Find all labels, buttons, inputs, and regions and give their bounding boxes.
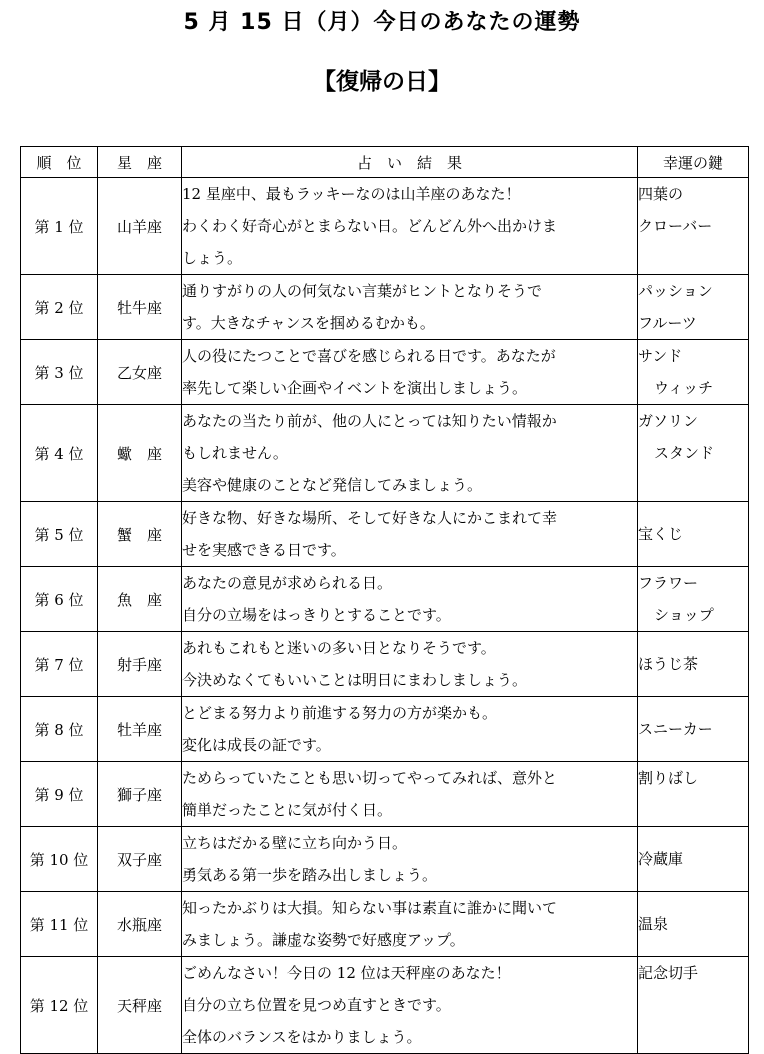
header-rank: 順 位 bbox=[21, 147, 98, 178]
result-line: 自分の立場をはっきりとすることです。 bbox=[182, 606, 451, 624]
result-line: 勇気ある第一歩を踏み出しましょう。 bbox=[182, 866, 438, 884]
result-line: 人の役にたつことで喜びを感じられる日です。あなたが bbox=[182, 347, 556, 365]
sign-cell: 乙女座 bbox=[98, 340, 182, 405]
table-row bbox=[21, 762, 749, 827]
rank-cell: 第 6 位 bbox=[21, 567, 98, 632]
result-line: 12 星座中、最もラッキーなのは山羊座のあなた！ bbox=[182, 185, 521, 203]
lucky-key-line: 冷蔵庫 bbox=[638, 850, 684, 868]
table-row bbox=[21, 567, 749, 632]
lucky-key-cell bbox=[638, 957, 749, 1054]
lucky-key-line: 四葉の bbox=[638, 185, 684, 203]
result-line: 通りすがりの人の何気ない言葉がヒントとなりそうで bbox=[182, 282, 543, 300]
result-line: 今決めなくてもいいことは明日にまわしましょう。 bbox=[182, 671, 528, 689]
lucky-key-line: 割りばし bbox=[638, 769, 699, 787]
result-line: す。大きなチャンスを掴めるむかも。 bbox=[182, 314, 435, 332]
rank-cell: 第 8 位 bbox=[21, 697, 98, 762]
result-line: 知ったかぶりは大損。知らない事は素直に誰かに聞いて bbox=[182, 899, 558, 917]
result-line: あなたの当たり前が、他の人にとっては知りたい情報か bbox=[182, 412, 557, 430]
table-row bbox=[21, 892, 749, 957]
sign-cell: 蟹 座 bbox=[98, 502, 182, 567]
result-line: 率先して楽しい企画やイベントを演出しましょう。 bbox=[182, 379, 528, 397]
table-row bbox=[21, 502, 749, 567]
result-cell bbox=[182, 275, 638, 340]
lucky-key-cell bbox=[638, 405, 749, 502]
header-sign: 星 座 bbox=[98, 147, 182, 178]
lucky-key-line: サンド bbox=[638, 347, 683, 365]
lucky-key-line: 宝くじ bbox=[638, 525, 684, 543]
result-line: ためらっていたことも思い切ってやってみれば、意外と bbox=[182, 769, 558, 787]
table-row bbox=[21, 697, 749, 762]
sign-cell: 双子座 bbox=[98, 827, 182, 892]
rank-cell: 第 4 位 bbox=[21, 405, 98, 502]
rank-cell: 第 9 位 bbox=[21, 762, 98, 827]
lucky-key-line: フルーツ bbox=[638, 314, 697, 332]
result-cell bbox=[182, 632, 638, 697]
result-line: わくわく好奇心がとまらない日。どんどん外へ出かけま bbox=[182, 217, 558, 235]
table-row bbox=[21, 178, 749, 275]
result-line: とどまる努力より前進する努力の方が楽かも。 bbox=[182, 704, 498, 722]
table-row bbox=[21, 957, 749, 1054]
lucky-key-cell bbox=[638, 892, 749, 957]
lucky-key-cell bbox=[638, 178, 749, 275]
rank-cell: 第 12 位 bbox=[21, 957, 98, 1054]
lucky-key-cell bbox=[638, 697, 749, 762]
result-line: 好きな物、好きな場所、そして好きな人にかこまれて幸 bbox=[182, 509, 558, 527]
lucky-key-cell bbox=[638, 567, 749, 632]
fortune-table bbox=[20, 146, 749, 1054]
lucky-key-line: ほうじ茶 bbox=[638, 655, 699, 673]
lucky-key-cell bbox=[638, 632, 749, 697]
header-lucky-key: 幸運の鍵 bbox=[638, 147, 749, 178]
result-line: みましょう。謙虚な姿勢で好感度アップ。 bbox=[182, 931, 465, 949]
result-line: もしれません。 bbox=[182, 444, 288, 462]
lucky-key-line: ウィッチ bbox=[654, 379, 714, 397]
sign-cell: 獅子座 bbox=[98, 762, 182, 827]
result-cell bbox=[182, 827, 638, 892]
result-line: 変化は成長の証です。 bbox=[182, 736, 331, 754]
result-cell bbox=[182, 178, 638, 275]
rank-cell: 第 5 位 bbox=[21, 502, 98, 567]
lucky-key-cell bbox=[638, 502, 749, 567]
table-row bbox=[21, 275, 749, 340]
rank-cell: 第 3 位 bbox=[21, 340, 98, 405]
lucky-key-line: 温泉 bbox=[638, 915, 669, 933]
result-line: せを実感できる日です。 bbox=[182, 541, 346, 559]
result-line: ごめんなさい！今日の 12 位は天秤座のあなた！ bbox=[182, 964, 511, 982]
result-line: 立ちはだかる壁に立ち向かう日。 bbox=[182, 834, 408, 852]
lucky-key-cell bbox=[638, 827, 749, 892]
rank-cell: 第 1 位 bbox=[21, 178, 98, 275]
sign-cell: 魚 座 bbox=[98, 567, 182, 632]
table-header-row bbox=[21, 147, 749, 178]
result-cell bbox=[182, 502, 638, 567]
sign-cell: 射手座 bbox=[98, 632, 182, 697]
lucky-key-cell bbox=[638, 275, 749, 340]
rank-cell: 第 2 位 bbox=[21, 275, 98, 340]
rank-cell: 第 11 位 bbox=[21, 892, 98, 957]
sign-cell: 水瓶座 bbox=[98, 892, 182, 957]
result-line: 美容や健康のことなど発信してみましょう。 bbox=[182, 476, 483, 494]
header-result: 占 い 結 果 bbox=[182, 147, 638, 178]
result-line: あれもこれもと迷いの多い日となりそうです。 bbox=[182, 639, 496, 657]
page-title: 5 月 15 日（月）今日のあなたの運勢 bbox=[183, 10, 581, 35]
lucky-key-line: 記念切手 bbox=[638, 964, 699, 982]
lucky-key-line: ガソリン bbox=[638, 412, 699, 430]
result-cell bbox=[182, 405, 638, 502]
result-cell bbox=[182, 567, 638, 632]
lucky-key-line: ショップ bbox=[654, 606, 714, 624]
result-line: しょう。 bbox=[182, 249, 243, 267]
table-row bbox=[21, 405, 749, 502]
rank-cell: 第 7 位 bbox=[21, 632, 98, 697]
lucky-key-line: パッション bbox=[638, 282, 713, 300]
result-cell bbox=[182, 697, 638, 762]
lucky-key-cell bbox=[638, 762, 749, 827]
result-line: 簡単だったことに気が付く日。 bbox=[182, 801, 393, 819]
result-cell bbox=[182, 340, 638, 405]
sign-cell: 牡牛座 bbox=[98, 275, 182, 340]
lucky-key-line: スタンド bbox=[654, 444, 715, 462]
sign-cell: 天秤座 bbox=[98, 957, 182, 1054]
rank-cell: 第 10 位 bbox=[21, 827, 98, 892]
table-row bbox=[21, 632, 749, 697]
result-line: あなたの意見が求められる日。 bbox=[182, 574, 393, 592]
result-cell bbox=[182, 762, 638, 827]
table-row bbox=[21, 827, 749, 892]
result-line: 全体のバランスをはかりましょう。 bbox=[182, 1028, 422, 1046]
sign-cell: 牡羊座 bbox=[98, 697, 182, 762]
lucky-key-line: クローバー bbox=[638, 217, 713, 235]
lucky-key-line: フラワー bbox=[638, 574, 699, 592]
lucky-key-cell bbox=[638, 340, 749, 405]
table-row bbox=[21, 340, 749, 405]
result-cell bbox=[182, 957, 638, 1054]
page-subtitle: 【復帰の日】 bbox=[313, 69, 451, 95]
result-line: 自分の立ち位置を見つめ直すときです。 bbox=[182, 996, 451, 1014]
sign-cell: 山羊座 bbox=[98, 178, 182, 275]
sign-cell: 蠍 座 bbox=[98, 405, 182, 502]
result-cell bbox=[182, 892, 638, 957]
lucky-key-line: スニーカー bbox=[638, 720, 713, 738]
